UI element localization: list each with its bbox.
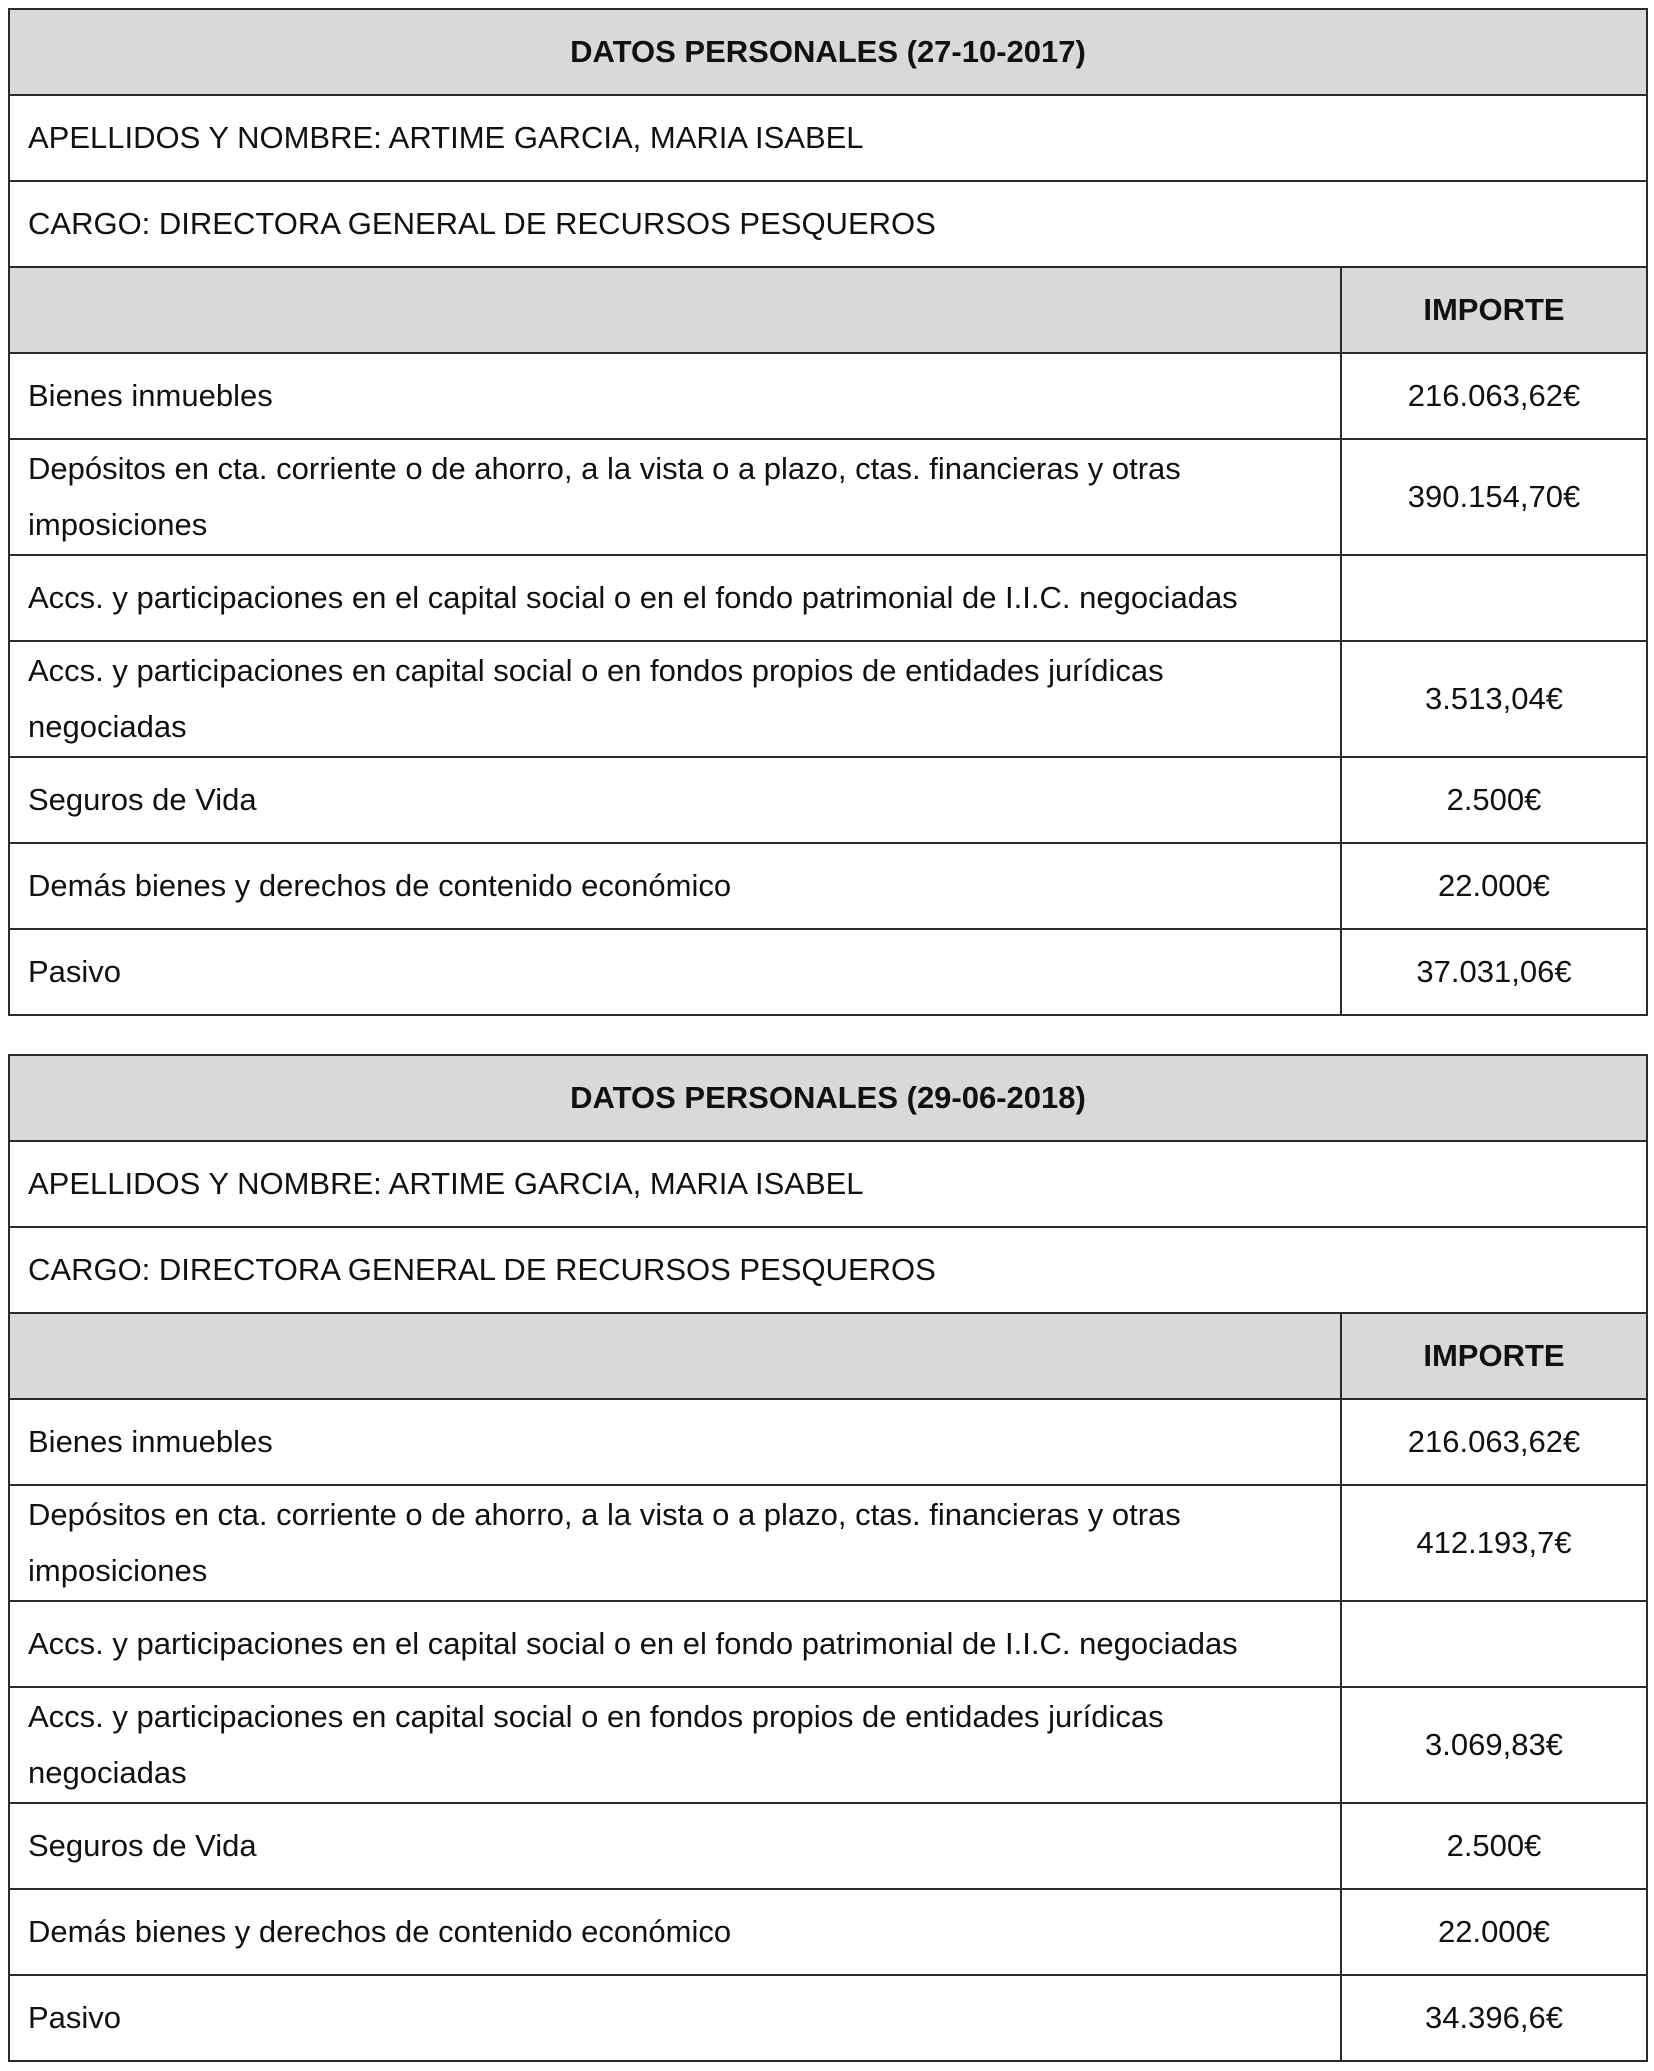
table-row — [9, 641, 1647, 757]
cargo-line: CARGO: DIRECTORA GENERAL DE RECURSOS PESQUEROS — [9, 1227, 1647, 1313]
amount-cell — [1341, 1601, 1647, 1687]
declaration-table-2017 — [8, 8, 1648, 1016]
table-row — [9, 1601, 1647, 1687]
amount-cell: 2.500€ — [1341, 1803, 1647, 1889]
amount-cell: 216.063,62€ — [1341, 1399, 1647, 1485]
amount-cell: 412.193,7€ — [1341, 1485, 1647, 1601]
concept-cell: Seguros de Vida — [9, 1803, 1341, 1889]
table-row — [9, 843, 1647, 929]
amount-header: IMPORTE — [1341, 1313, 1647, 1399]
concept-cell: Seguros de Vida — [9, 757, 1341, 843]
amount-header: IMPORTE — [1341, 267, 1647, 353]
concept-cell: Demás bienes y derechos de contenido económico — [9, 843, 1341, 929]
concept-cell: Accs. y participaciones en capital social o en fondos propios de entidades jurídicas negociadas — [9, 641, 1341, 757]
header-concept-cell — [9, 267, 1341, 353]
table-row — [9, 929, 1647, 1015]
table-row — [9, 757, 1647, 843]
name-line: APELLIDOS Y NOMBRE: ARTIME GARCIA, MARIA ISABEL — [9, 95, 1647, 181]
concept-cell: Accs. y participaciones en el capital social o en el fondo patrimonial de I.I.C. negociadas — [9, 1601, 1341, 1687]
concept-cell: Bienes inmuebles — [9, 1399, 1341, 1485]
concept-cell: Pasivo — [9, 929, 1341, 1015]
table-row — [9, 1485, 1647, 1601]
concept-cell: Bienes inmuebles — [9, 353, 1341, 439]
table-row — [9, 1687, 1647, 1803]
name-line: APELLIDOS Y NOMBRE: ARTIME GARCIA, MARIA ISABEL — [9, 1141, 1647, 1227]
concept-cell: Depósitos en cta. corriente o de ahorro, a la vista o a plazo, ctas. financieras y otras imposiciones — [9, 1485, 1341, 1601]
table-row — [9, 439, 1647, 555]
concept-cell: Demás bienes y derechos de contenido económico — [9, 1889, 1341, 1975]
header-concept-cell — [9, 1313, 1341, 1399]
table-row — [9, 1803, 1647, 1889]
amount-cell: 34.396,6€ — [1341, 1975, 1647, 2061]
concept-cell: Depósitos en cta. corriente o de ahorro, a la vista o a plazo, ctas. financieras y otras imposiciones — [9, 439, 1341, 555]
amount-cell: 216.063,62€ — [1341, 353, 1647, 439]
amount-cell: 3.513,04€ — [1341, 641, 1647, 757]
table-row — [9, 1399, 1647, 1485]
table-row — [9, 1975, 1647, 2061]
declaration-table-2018 — [8, 1054, 1648, 2062]
declaration-title: DATOS PERSONALES (27-10-2017) — [9, 9, 1647, 95]
table-row — [9, 555, 1647, 641]
amount-cell: 3.069,83€ — [1341, 1687, 1647, 1803]
table-row — [9, 353, 1647, 439]
amount-cell: 2.500€ — [1341, 757, 1647, 843]
amount-cell: 22.000€ — [1341, 843, 1647, 929]
concept-cell: Accs. y participaciones en capital social o en fondos propios de entidades jurídicas negociadas — [9, 1687, 1341, 1803]
table-row — [9, 1889, 1647, 1975]
cargo-line: CARGO: DIRECTORA GENERAL DE RECURSOS PESQUEROS — [9, 181, 1647, 267]
concept-cell: Pasivo — [9, 1975, 1341, 2061]
amount-cell: 22.000€ — [1341, 1889, 1647, 1975]
amount-cell: 390.154,70€ — [1341, 439, 1647, 555]
amount-cell — [1341, 555, 1647, 641]
concept-cell: Accs. y participaciones en el capital social o en el fondo patrimonial de I.I.C. negociadas — [9, 555, 1341, 641]
declaration-title: DATOS PERSONALES (29-06-2018) — [9, 1055, 1647, 1141]
amount-cell: 37.031,06€ — [1341, 929, 1647, 1015]
